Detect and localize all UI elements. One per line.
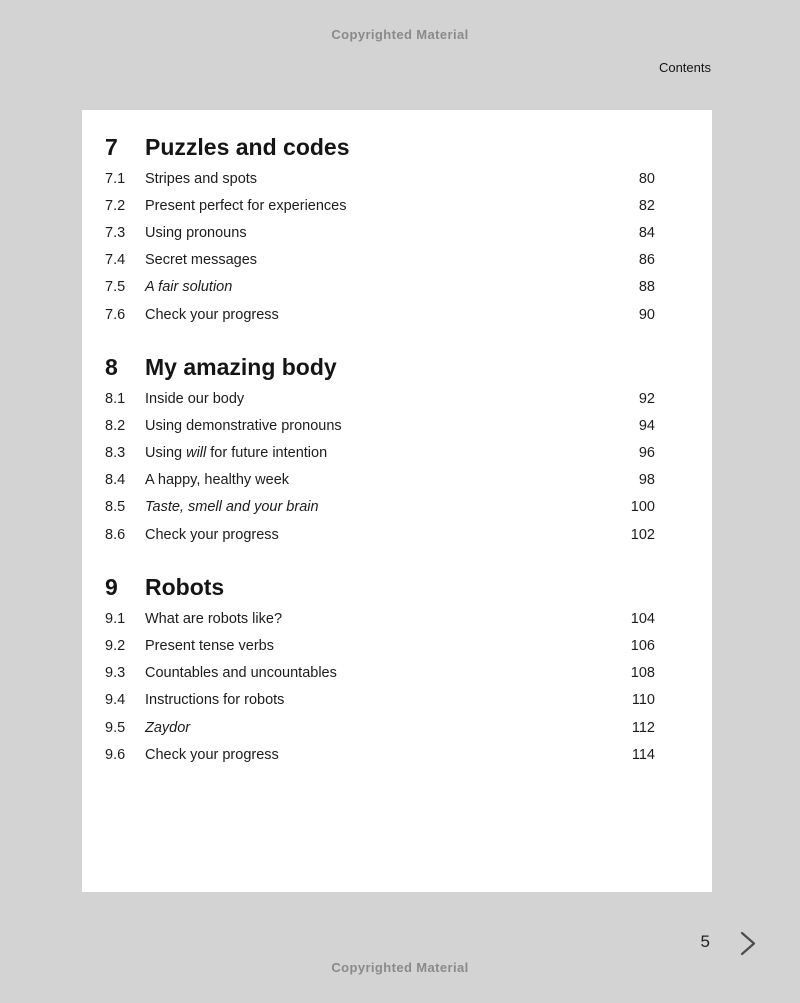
chevron-right-icon[interactable] [737, 930, 759, 957]
entry-page-number: 106 [630, 638, 655, 655]
section-heading [105, 352, 655, 382]
entry-page-number: 104 [630, 610, 655, 627]
contents-label: Contents [658, 60, 711, 75]
entry-title: Secret messages [145, 252, 258, 269]
entry-title: Inside our body [145, 390, 245, 407]
entry-page-number: 88 [638, 279, 655, 296]
entry-number: 8.1 [105, 390, 126, 407]
entry-page-number: 98 [638, 472, 655, 489]
entry-number: 9.5 [105, 719, 126, 736]
toc-entry-row [105, 412, 655, 439]
section-title: Puzzles and codes [145, 134, 350, 160]
section-number: 8 [105, 354, 118, 381]
entry-page-number: 96 [638, 445, 655, 462]
entry-number: 8.3 [105, 445, 126, 462]
toc-entry-row [105, 632, 655, 659]
toc-entry-row [105, 192, 655, 219]
entry-title: Taste, smell and your brain [145, 499, 319, 516]
toc-entry-row [105, 440, 655, 467]
section-number: 7 [105, 134, 118, 160]
toc-entry-row [105, 494, 655, 521]
section-number: 9 [105, 574, 118, 601]
entry-number: 7.5 [105, 279, 126, 296]
entry-title: Check your progress [145, 746, 279, 763]
entry-number: 8.2 [105, 417, 126, 434]
entry-number: 8.4 [105, 472, 126, 489]
toc-section [105, 352, 655, 548]
entry-page-number: 110 [631, 692, 655, 709]
toc-entry-row [105, 301, 655, 328]
section-entries [105, 165, 655, 328]
entry-title: Stripes and spots [145, 170, 258, 187]
entry-number: 7.3 [105, 224, 126, 241]
entry-number: 9.4 [105, 692, 126, 709]
toc-entry-row [105, 385, 655, 412]
entry-page-number: 94 [638, 417, 655, 434]
section-entries [105, 385, 655, 548]
entry-number: 9.2 [105, 638, 126, 655]
section-title: My amazing body [145, 354, 337, 381]
toc-section [105, 572, 655, 768]
entry-title: Countables and uncountables [145, 665, 337, 682]
toc-entry-row [105, 165, 655, 192]
toc-entry-row [105, 687, 655, 714]
entry-title: A happy, healthy week [145, 472, 290, 489]
entry-number: 7.6 [105, 306, 126, 323]
toc-entry-row [105, 467, 655, 494]
toc-entry-row [105, 247, 655, 274]
entry-page-number: 102 [630, 526, 655, 543]
entry-page-number: 108 [630, 665, 655, 682]
entry-title: Check your progress [145, 306, 279, 323]
copyright-notice-top: Copyrighted Material [331, 27, 469, 42]
entry-number: 8.5 [105, 499, 126, 516]
entry-number: 9.6 [105, 746, 126, 763]
entry-title: Present perfect for experiences [145, 197, 347, 214]
entry-page-number: 100 [630, 499, 655, 516]
entry-title: Using pronouns [145, 224, 247, 241]
entry-number: 7.1 [105, 170, 126, 187]
entry-title: Using will for future intention [145, 445, 328, 462]
section-title: Robots [145, 574, 225, 601]
entry-title: Present tense verbs [145, 638, 274, 655]
entry-title: Using demonstrative pronouns [145, 417, 342, 434]
entry-page-number: 92 [638, 390, 655, 407]
entry-number: 7.2 [105, 197, 126, 214]
entry-page-number: 112 [631, 719, 655, 736]
table-of-contents [105, 132, 655, 768]
entry-page-number: 80 [638, 170, 655, 187]
page-indicator: 5 [700, 932, 710, 951]
toc-section [105, 132, 655, 328]
entry-page-number: 82 [638, 197, 655, 214]
entry-number: 9.1 [105, 610, 126, 627]
entry-title: Instructions for robots [145, 692, 285, 709]
entry-page-number: 90 [638, 306, 655, 323]
toc-entry-row [105, 660, 655, 687]
entry-page-number: 84 [638, 224, 655, 241]
toc-entry-row [105, 714, 655, 741]
entry-number: 9.3 [105, 665, 126, 682]
entry-page-number: 114 [631, 746, 655, 763]
section-heading [105, 132, 655, 162]
entry-title: Zaydor [145, 719, 191, 736]
toc-entry-row [105, 274, 655, 301]
toc-entry-row [105, 741, 655, 768]
entry-number: 8.6 [105, 526, 126, 543]
section-heading [105, 572, 655, 602]
book-page [82, 110, 712, 892]
entry-title: A fair solution [145, 279, 233, 296]
entry-number: 7.4 [105, 252, 126, 269]
section-entries [105, 605, 655, 768]
toc-entry-row [105, 605, 655, 632]
entry-page-number: 86 [638, 252, 655, 269]
entry-title: What are robots like? [145, 610, 283, 627]
toc-entry-row [105, 219, 655, 246]
entry-title: Check your progress [145, 526, 279, 543]
toc-entry-row [105, 521, 655, 548]
copyright-notice-bottom: Copyrighted Material [331, 960, 469, 975]
